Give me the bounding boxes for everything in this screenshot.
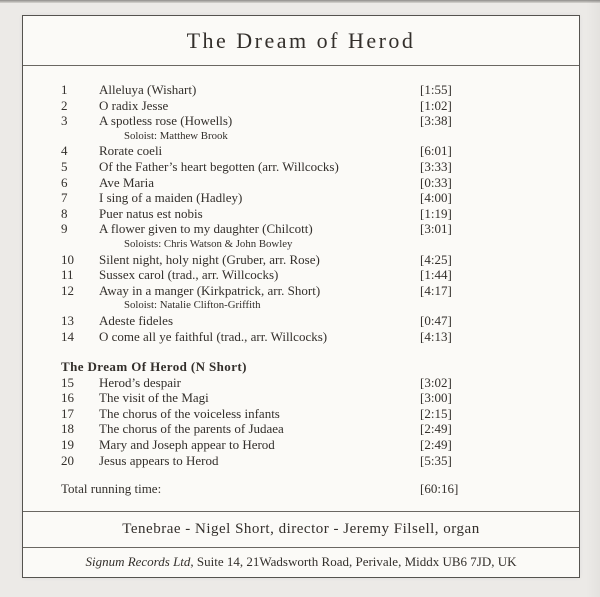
track-duration: [2:49] (420, 437, 452, 453)
album-title: The Dream of Herod (186, 27, 416, 53)
track-row (61, 390, 569, 406)
track-number: 18 (61, 421, 74, 437)
track-title: Sussex carol (trad., arr. Willcocks) (99, 267, 279, 283)
track-title: Of the Father’s heart begotten (arr. Willcocks) (99, 158, 339, 174)
track-title: I sing of a maiden (Hadley) (99, 190, 243, 206)
track-soloist-credit: Soloist: Matthew Brook (124, 129, 228, 142)
track-row (61, 98, 569, 114)
track-duration: [4:17] (420, 282, 452, 298)
track-number: 3 (61, 113, 68, 129)
track-duration: [0:47] (420, 312, 452, 328)
track-row (61, 190, 569, 206)
track-duration: [3:33] (420, 158, 452, 174)
track-duration: [3:38] (420, 113, 452, 129)
track-number: 1 (61, 82, 68, 97)
track-row (61, 82, 569, 98)
track-duration: [2:49] (420, 421, 452, 437)
track-title: The visit of the Magi (99, 390, 209, 406)
track-duration: [4:00] (420, 190, 452, 206)
track-title: O radix Jesse (99, 97, 169, 113)
tracklist-section-2 (61, 375, 569, 469)
track-soloist-credit: Soloist: Natalie Clifton-Griffith (124, 299, 261, 312)
track-soloist-credit: Soloists: Chris Watson & John Bowley (124, 237, 293, 250)
track-duration: [1:19] (420, 205, 452, 221)
track-title: A spotless rose (Howells) (99, 113, 233, 129)
track-duration: [0:33] (420, 174, 452, 190)
track-number: 16 (61, 390, 74, 406)
track-number: 5 (61, 158, 68, 174)
track-number: 12 (61, 282, 74, 298)
track-number: 10 (61, 251, 74, 267)
total-running-time-row (61, 481, 569, 497)
track-title: Mary and Joseph appear to Herod (99, 437, 275, 453)
track-duration: [3:00] (420, 390, 452, 406)
track-title: Away in a manger (Kirkpatrick, arr. Short) (99, 282, 321, 298)
tracklist-area (23, 66, 579, 511)
publisher-address: , Suite 14, 21Wadsworth Road, Perivale, Middx UB6 7JD, UK (190, 554, 517, 570)
track-duration: [3:01] (420, 221, 452, 237)
total-running-time-value: [60:16] (420, 481, 459, 497)
track-row (61, 267, 569, 283)
track-duration: [2:15] (420, 405, 452, 421)
track-row (61, 375, 569, 391)
track-number: 14 (61, 328, 74, 344)
track-row (61, 437, 569, 453)
track-number: 9 (61, 221, 68, 237)
performer-credits: Tenebrae - Nigel Short, director - Jeremy Filsell, organ (122, 520, 480, 537)
track-row (61, 421, 569, 437)
track-duration: [4:13] (420, 328, 452, 344)
publisher-line (85, 554, 516, 570)
track-title: The chorus of the parents of Judaea (99, 421, 284, 437)
track-number: 8 (61, 205, 68, 221)
track-title: O come all ye faithful (trad., arr. Willcocks) (99, 328, 328, 344)
track-title: Rorate coeli (99, 143, 163, 159)
title-band (23, 16, 579, 66)
section-gap (61, 344, 569, 359)
track-title: Puer natus est nobis (99, 205, 203, 221)
section-2-heading: The Dream Of Herod (N Short) (61, 359, 247, 375)
track-duration: [1:02] (420, 97, 452, 113)
track-title: Silent night, holy night (Gruber, arr. Rose) (99, 251, 320, 267)
tracklist-section-1 (61, 82, 569, 344)
track-duration: [3:02] (420, 374, 452, 390)
track-duration: [5:35] (420, 452, 452, 468)
cd-back-insert (22, 15, 580, 578)
track-number: 15 (61, 374, 74, 390)
track-row (61, 406, 569, 422)
track-row (61, 159, 569, 175)
track-number: 7 (61, 190, 68, 206)
track-number: 13 (61, 312, 74, 328)
track-title: The chorus of the voiceless infants (99, 405, 280, 421)
track-row (61, 283, 569, 299)
track-number: 19 (61, 437, 74, 453)
track-row (61, 313, 569, 329)
track-number: 20 (61, 452, 74, 468)
track-duration: [4:25] (420, 251, 452, 267)
scan-right-shade (586, 0, 600, 597)
track-row (61, 175, 569, 191)
track-title: Jesus appears to Herod (99, 452, 219, 468)
track-title: Herod’s despair (99, 374, 181, 390)
track-row (61, 143, 569, 159)
track-number: 4 (61, 143, 68, 159)
track-title: A flower given to my daughter (Chilcott) (99, 221, 313, 237)
performer-credits-band (23, 511, 579, 547)
track-row (61, 221, 569, 237)
track-duration: [1:55] (420, 82, 452, 97)
track-title: Ave Maria (99, 174, 154, 190)
track-row (61, 329, 569, 345)
track-row (61, 453, 569, 469)
track-number: 6 (61, 174, 68, 190)
publisher-name: Signum Records Ltd (85, 554, 191, 570)
track-duration: [6:01] (420, 143, 452, 159)
publisher-band (23, 547, 579, 578)
total-running-time-label: Total running time: (61, 481, 162, 497)
scan-top-edge (0, 0, 600, 3)
track-number: 17 (61, 405, 74, 421)
track-row (61, 206, 569, 222)
track-duration: [1:44] (420, 267, 452, 283)
track-title: Adeste fideles (99, 312, 174, 328)
track-row (61, 113, 569, 129)
track-title: Alleluya (Wishart) (99, 82, 197, 97)
track-number: 11 (61, 267, 74, 283)
track-number: 2 (61, 97, 68, 113)
track-row (61, 252, 569, 268)
